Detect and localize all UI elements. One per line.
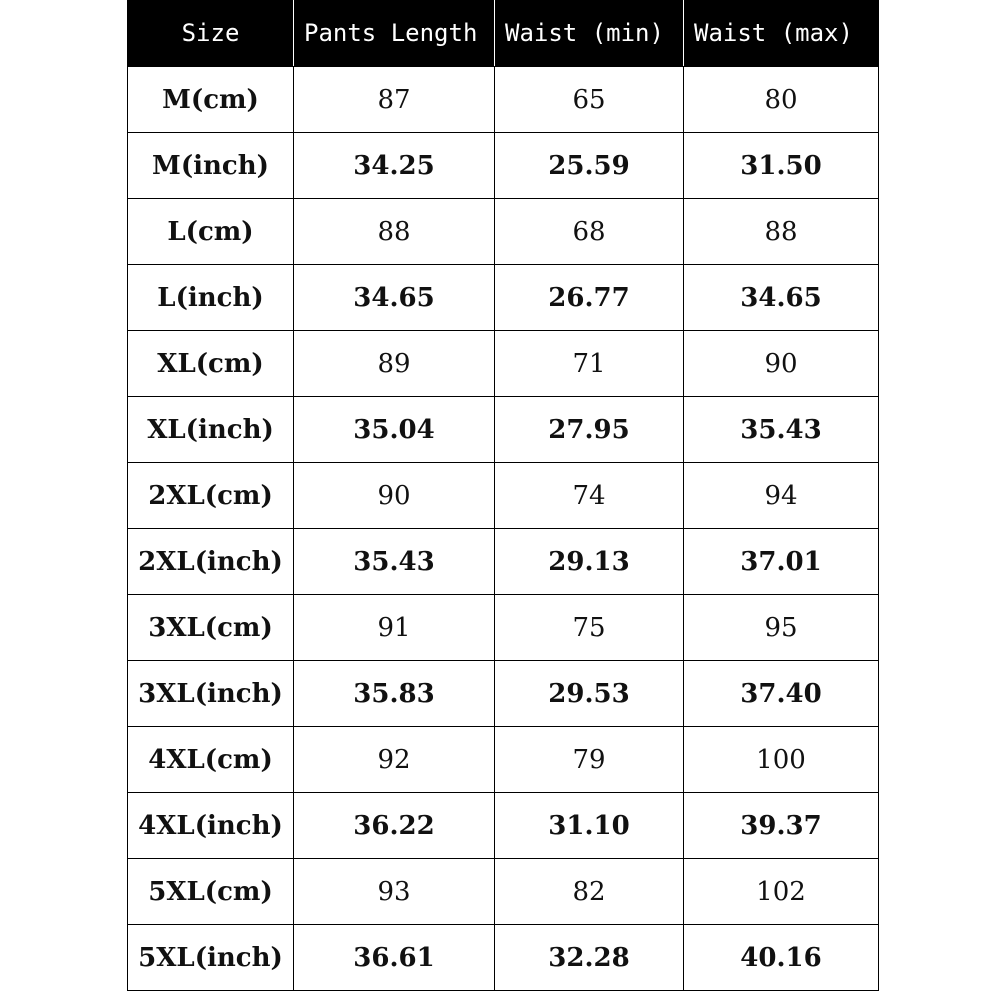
waist-max-cell: 88 — [684, 199, 879, 265]
table-row — [128, 661, 879, 727]
size-cell: XL(cm) — [128, 331, 294, 397]
size-cell: 2XL(cm) — [128, 463, 294, 529]
table-row — [128, 133, 879, 199]
pants-length-cell: 87 — [294, 67, 495, 133]
table-row — [128, 793, 879, 859]
waist-min-cell: 32.28 — [495, 925, 684, 991]
pants-length-cell: 91 — [294, 595, 495, 661]
header-pants-length: Pants Length — [294, 0, 495, 67]
pants-length-cell: 93 — [294, 859, 495, 925]
waist-min-cell: 29.53 — [495, 661, 684, 727]
waist-min-cell: 82 — [495, 859, 684, 925]
table-row — [128, 199, 879, 265]
waist-max-cell: 31.50 — [684, 133, 879, 199]
waist-min-cell: 79 — [495, 727, 684, 793]
size-cell: XL(inch) — [128, 397, 294, 463]
header-row — [128, 0, 879, 67]
table-row — [128, 595, 879, 661]
pants-length-cell: 88 — [294, 199, 495, 265]
pants-length-cell: 36.22 — [294, 793, 495, 859]
waist-max-cell: 90 — [684, 331, 879, 397]
waist-min-cell: 68 — [495, 199, 684, 265]
size-cell: M(cm) — [128, 67, 294, 133]
size-cell: 4XL(cm) — [128, 727, 294, 793]
pants-length-cell: 90 — [294, 463, 495, 529]
header-waist-min: Waist (min) — [495, 0, 684, 67]
waist-max-cell: 37.01 — [684, 529, 879, 595]
pants-length-cell: 34.65 — [294, 265, 495, 331]
waist-min-cell: 29.13 — [495, 529, 684, 595]
pants-length-cell: 35.43 — [294, 529, 495, 595]
size-cell: L(cm) — [128, 199, 294, 265]
waist-max-cell: 80 — [684, 67, 879, 133]
waist-min-cell: 25.59 — [495, 133, 684, 199]
pants-length-cell: 36.61 — [294, 925, 495, 991]
waist-max-cell: 37.40 — [684, 661, 879, 727]
pants-length-cell: 35.04 — [294, 397, 495, 463]
table-row — [128, 463, 879, 529]
header-waist-max: Waist (max) — [684, 0, 879, 67]
size-cell: L(inch) — [128, 265, 294, 331]
waist-min-cell: 27.95 — [495, 397, 684, 463]
table-row — [128, 727, 879, 793]
pants-length-cell: 89 — [294, 331, 495, 397]
table-row — [128, 397, 879, 463]
waist-min-cell: 75 — [495, 595, 684, 661]
waist-max-cell: 35.43 — [684, 397, 879, 463]
waist-min-cell: 31.10 — [495, 793, 684, 859]
waist-max-cell: 40.16 — [684, 925, 879, 991]
size-cell: M(inch) — [128, 133, 294, 199]
size-chart-table — [127, 0, 879, 991]
table-row — [128, 67, 879, 133]
pants-length-cell: 92 — [294, 727, 495, 793]
table-row — [128, 529, 879, 595]
header-size: Size — [128, 0, 294, 67]
waist-max-cell: 100 — [684, 727, 879, 793]
waist-min-cell: 74 — [495, 463, 684, 529]
table-row — [128, 331, 879, 397]
size-cell: 2XL(inch) — [128, 529, 294, 595]
pants-length-cell: 35.83 — [294, 661, 495, 727]
waist-max-cell: 95 — [684, 595, 879, 661]
size-cell: 4XL(inch) — [128, 793, 294, 859]
pants-length-cell: 34.25 — [294, 133, 495, 199]
table-row — [128, 859, 879, 925]
size-cell: 5XL(inch) — [128, 925, 294, 991]
size-cell: 3XL(inch) — [128, 661, 294, 727]
waist-max-cell: 34.65 — [684, 265, 879, 331]
table-row — [128, 265, 879, 331]
size-cell: 3XL(cm) — [128, 595, 294, 661]
waist-min-cell: 26.77 — [495, 265, 684, 331]
waist-min-cell: 71 — [495, 331, 684, 397]
waist-max-cell: 39.37 — [684, 793, 879, 859]
waist-min-cell: 65 — [495, 67, 684, 133]
table-body — [128, 67, 879, 991]
waist-max-cell: 102 — [684, 859, 879, 925]
table-row — [128, 925, 879, 991]
table-header — [128, 0, 879, 67]
size-cell: 5XL(cm) — [128, 859, 294, 925]
waist-max-cell: 94 — [684, 463, 879, 529]
